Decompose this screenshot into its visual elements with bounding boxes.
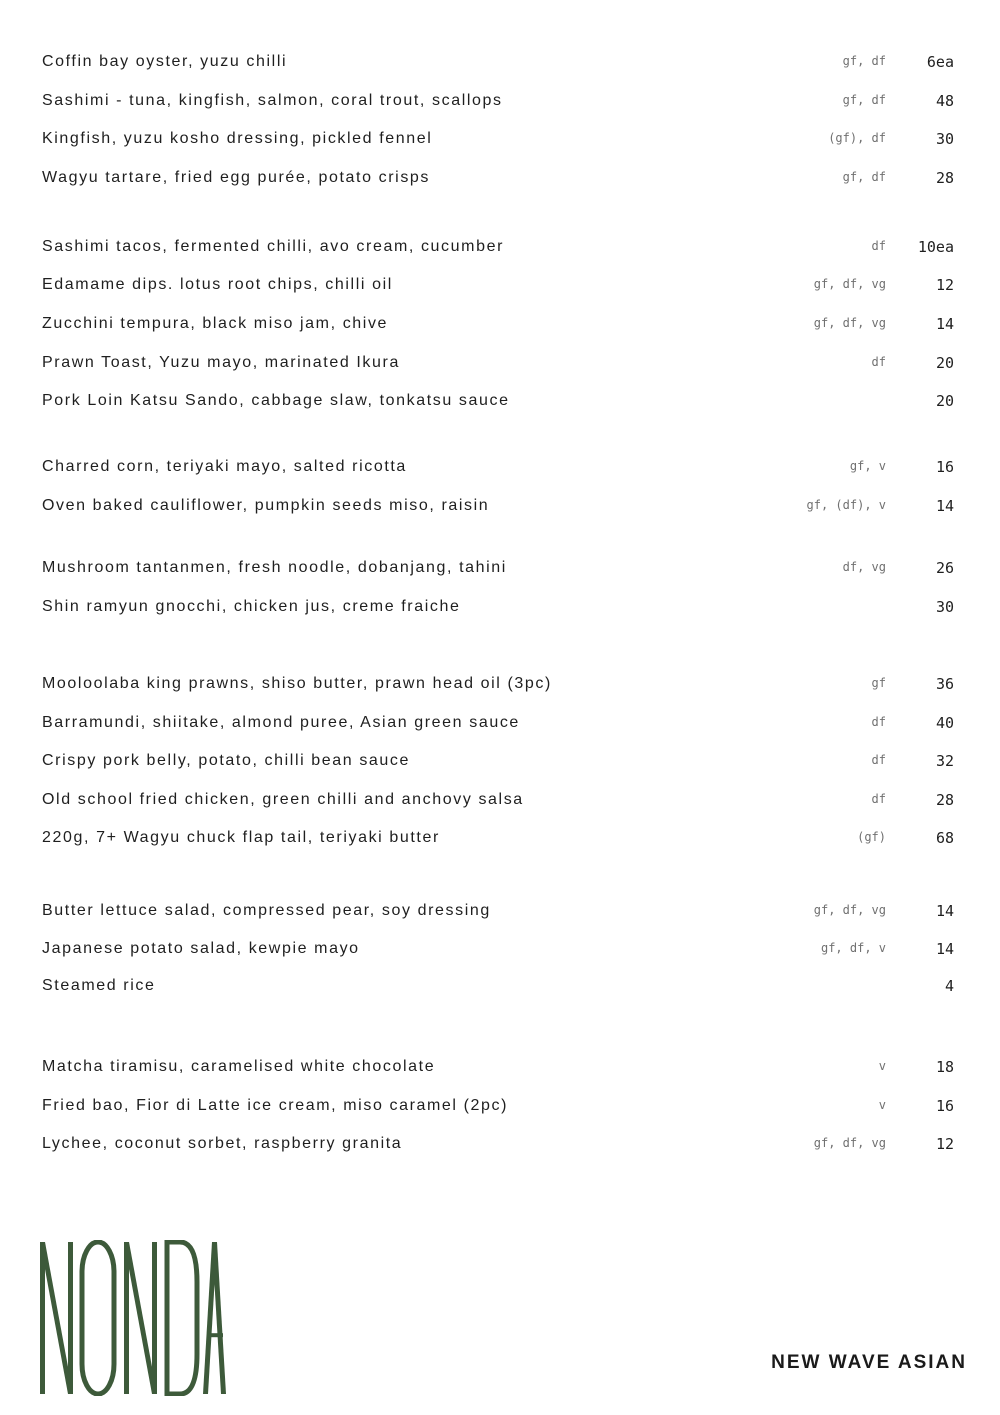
menu-item-dietary: gf [871,676,886,690]
menu-item-price: 14 [935,940,954,958]
menu-item [42,826,954,850]
menu-item [42,1094,954,1118]
menu-item [42,1132,954,1156]
menu-item [42,235,954,259]
menu-item-name: Prawn Toast, Yuzu mayo, marinated Ikura [42,354,400,371]
menu-item-dietary: df [871,715,886,729]
menu-item [42,455,954,479]
menu-item-price: 30 [935,598,954,616]
menu-item [42,974,954,998]
menu-item-price: 18 [935,1058,954,1076]
menu-item-dietary: gf, (df), v [806,498,886,512]
menu-item-price: 32 [935,752,954,770]
menu-item-name: Matcha tiramisu, caramelised white chocolate [42,1058,436,1075]
menu-item [42,273,954,297]
menu-item-dietary: df [871,792,886,806]
menu-item-name: Japanese potato salad, kewpie mayo [42,940,360,957]
menu-item-price: 30 [935,130,954,148]
menu-item-name: Sashimi - tuna, kingfish, salmon, coral trout, scallops [42,92,503,109]
menu-item [42,494,954,518]
logo-wordmark [40,1240,230,1396]
menu-item-name: Kingfish, yuzu kosho dressing, pickled fennel [42,130,433,147]
menu-item-dietary: v [878,1059,886,1073]
menu-item [42,899,954,923]
menu-item-price: 36 [935,675,954,693]
menu-item-name: Barramundi, shiitake, almond puree, Asian green sauce [42,714,520,731]
menu-item-name: Crispy pork belly, potato, chilli bean sauce [42,752,411,769]
nonda-logo [40,1240,230,1401]
menu-item-name: Charred corn, teriyaki mayo, salted ricotta [42,458,407,475]
menu-item-dietary: gf, df [842,54,886,68]
menu-item-dietary: gf, df, v [820,941,886,955]
menu-item-dietary: v [878,1098,886,1112]
menu-item-price: 12 [935,1135,954,1153]
menu-item-price: 20 [935,392,954,410]
menu-item [42,556,954,580]
menu-item [42,672,954,696]
menu-item-dietary: df [871,753,886,767]
menu-item-name: Butter lettuce salad, compressed pear, soy dressing [42,902,491,919]
menu-item-price: 48 [935,92,954,110]
menu-item-price: 28 [935,169,954,187]
menu-item-name: Wagyu tartare, fried egg purée, potato crisps [42,169,431,186]
tagline: NEW WAVE ASIAN [771,1352,967,1373]
menu-item-name: Old school fried chicken, green chilli and anchovy salsa [42,791,524,808]
menu-item-price: 28 [935,791,954,809]
menu-item-dietary: df [871,239,886,253]
menu-item-price: 16 [935,458,954,476]
menu-item [42,595,954,619]
menu-item-price: 40 [935,714,954,732]
menu-item [42,1055,954,1079]
menu-item [42,389,954,413]
menu-item-dietary: (gf), df [828,131,886,145]
menu-item [42,127,954,151]
menu-item-name: Fried bao, Fior di Latte ice cream, miso caramel (2pc) [42,1097,509,1114]
menu-item-dietary: gf, df [842,93,886,107]
menu-item-dietary: df [871,355,886,369]
menu-item-price: 14 [935,902,954,920]
menu-item-name: Sashimi tacos, fermented chilli, avo cream, cucumber [42,238,505,255]
menu-item-name: Pork Loin Katsu Sando, cabbage slaw, tonkatsu sauce [42,392,510,409]
menu-item-dietary: gf, df, vg [813,316,886,330]
menu-item-dietary: gf, df [842,170,886,184]
menu-item [42,351,954,375]
menu-item-dietary: gf, v [849,459,886,473]
menu-item [42,749,954,773]
menu-item-dietary: df, vg [842,560,886,574]
menu-item [42,166,954,190]
menu-item-name: Edamame dips. lotus root chips, chilli oil [42,276,393,293]
menu-item-name: Lychee, coconut sorbet, raspberry granita [42,1135,403,1152]
menu-item-name: Mooloolaba king prawns, shiso butter, prawn head oil (3pc) [42,675,552,692]
menu-item-dietary: gf, df, vg [813,903,886,917]
menu-item-price: 6ea [926,53,954,71]
menu-item-name: Zucchini tempura, black miso jam, chive [42,315,389,332]
menu-item [42,89,954,113]
menu-item [42,312,954,336]
menu-item-name: Steamed rice [42,977,156,994]
menu-item-name: Oven baked cauliflower, pumpkin seeds miso, raisin [42,497,490,514]
menu-item-dietary: gf, df, vg [813,1136,886,1150]
menu-item [42,50,954,74]
menu-item-name: 220g, 7+ Wagyu chuck flap tail, teriyaki butter [42,829,440,846]
menu-item-dietary: gf, df, vg [813,277,886,291]
menu-item-price: 4 [944,977,954,995]
menu-item-price: 16 [935,1097,954,1115]
menu-item [42,711,954,735]
menu-item-name: Coffin bay oyster, yuzu chilli [42,53,288,70]
menu-item-dietary: (gf) [857,830,886,844]
menu-item-price: 68 [935,829,954,847]
menu-item-price: 26 [935,559,954,577]
menu-item-price: 20 [935,354,954,372]
menu-item-price: 12 [935,276,954,294]
menu-item-name: Mushroom tantanmen, fresh noodle, dobanjang, tahini [42,559,507,576]
menu-item-price: 10ea [917,238,954,256]
menu-item-price: 14 [935,497,954,515]
menu-item-price: 14 [935,315,954,333]
menu-item-name: Shin ramyun gnocchi, chicken jus, creme fraiche [42,598,461,615]
menu-item [42,788,954,812]
menu-item [42,937,954,961]
